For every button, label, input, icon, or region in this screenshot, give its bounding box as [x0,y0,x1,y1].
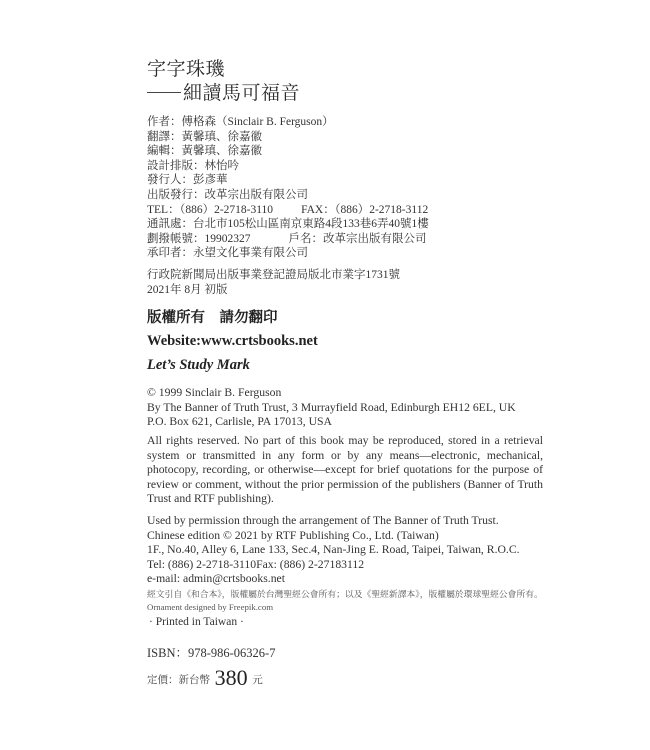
design-line: 設計排版：林怡吟 [147,159,239,172]
all-rights-paragraph: All rights reserved. No part of this book may be reproduced, stored in a retrieval system or transmitted in any form or by any means—electronic, mechanical, photocopy, recording, or otherwise—except for brief quotations for the purpose of review or comment, without the prior permission of the publishers (Banner of Truth Trust and RTF publishing). [147,434,543,506]
book-title: 字字珠璣 [147,58,226,80]
english-title: Let’s Study Mark [147,357,250,373]
email-line: e-mail: admin@crtsbooks.net [147,572,285,586]
printed-in-taiwan: · Printed in Taiwan · [149,616,244,628]
tel-text: TEL：（886）2-2718-3110 [147,203,274,216]
account-name: 戶名：改革宗出版有限公司 [288,232,427,245]
tel-fax-line [147,203,429,218]
permission-block [147,514,520,587]
rights-notice: 版權所有 請勿翻印 [147,310,278,326]
scripture-note: 經文引自《和合本》，版權屬於台灣聖經公會所有；以及《聖經新譯本》，版權屬於環球聖經公會所有。Ornament designed by Freepik.com [147,589,543,612]
address-english-line: 1F., No.40, Alley 6, Lane 133, Sec.4, Nan-Jing E. Road, Taipei, Taiwan, R.O.C. [147,543,520,557]
chinese-edition-line: Chinese edition © 2021 by RTF Publishing Co., Ltd. (Taiwan) [147,528,439,542]
publisher-person-line: 發行人：彭彥華 [147,174,228,187]
license-line: 行政院新聞局出版事業登記證局版北市業字1731號 [147,269,400,281]
address-line: 通訊處：台北市105松山區南京東路4段133巷6弄40號1樓 [147,218,429,231]
price-label: 定價：新台幣 [147,675,210,686]
tel-fax-english-line [147,558,520,573]
translators-line: 翻譯：黃馨瑱、徐嘉徽 [147,130,262,143]
editors-line: 編輯：黃馨瑱、徐嘉徽 [147,145,262,158]
registration-block [147,268,400,297]
isbn-line: ISBN：978-986-06326-7 [147,646,276,660]
edition-line: 2021年 8月 初版 [147,283,228,296]
price-unit: 元 [252,675,263,686]
original-publisher-line: By The Banner of Truth Trust, 3 Murrayfield Road, Edinburgh EH12 6EL, UK [147,400,516,414]
price-line [147,663,263,689]
credits-block [147,115,429,261]
book-subtitle-text: 細讀馬可福音 [183,82,301,104]
original-copyright-line: © 1999 Sinclair B. Ferguson [147,386,282,399]
account-line [147,232,429,247]
account-number: 劃撥帳號：19902327 [147,232,251,245]
book-subtitle [147,78,300,105]
printer-line: 承印者：永望文化事業有限公司 [147,247,308,260]
price-amount: 380 [214,665,248,690]
fax-text: FAX：（886）2-2718-3112 [301,203,429,216]
em-dash-rule [147,92,181,93]
fax-english: Fax: (886) 2-27183112 [256,557,365,571]
original-po-box-line: P.O. Box 621, Carlisle, PA 17013, USA [147,415,332,429]
original-copyright-block [147,386,516,430]
author-line: 作者：傅格森（Sinclair B. Ferguson） [147,116,334,128]
permission-line: Used by permission through the arrangement of The Banner of Truth Trust. [147,514,499,527]
website-line: Website:www.crtsbooks.net [147,333,318,349]
publisher-line: 出版發行：改革宗出版有限公司 [147,188,308,201]
tel-english: Tel: (886) 2-2718-3110 [147,557,257,571]
